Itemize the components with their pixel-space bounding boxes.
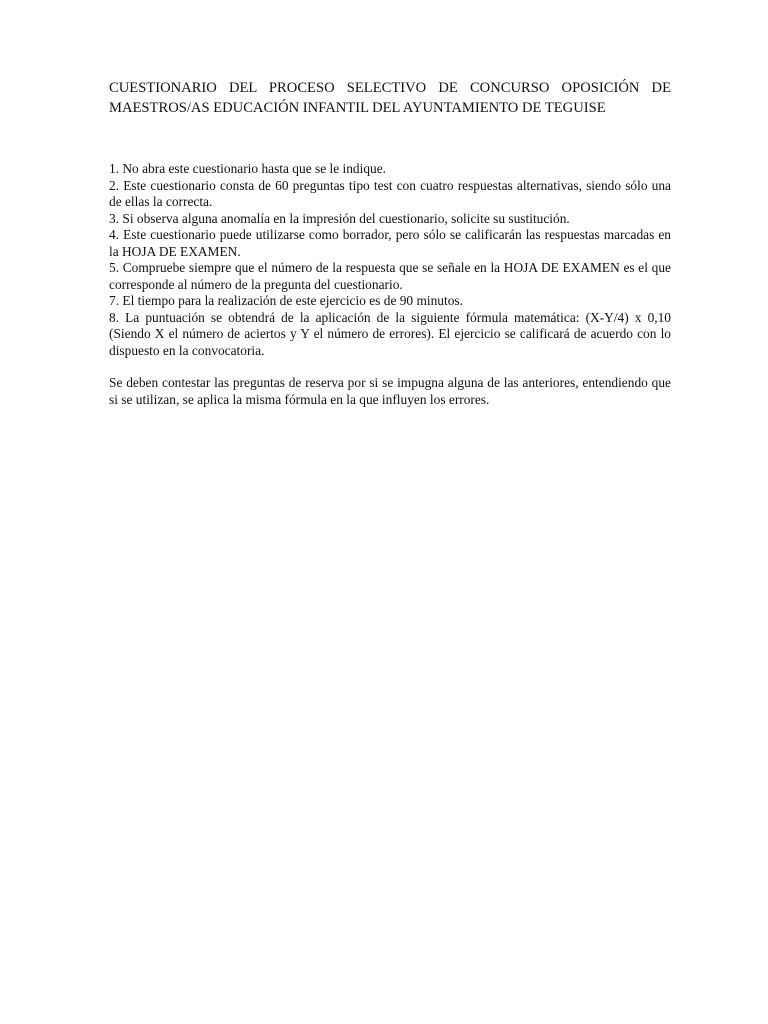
- document-page: [109, 78, 671, 421]
- instruction-item: 7. El tiempo para la realización de este ejercicio es de 90 minutos.: [109, 293, 463, 308]
- reserve-questions-note: Se deben contestar las preguntas de reserva por si se impugna alguna de las anteriores, entendiendo que si se utilizan, se aplica la misma fórmula en la que influyen los errores.: [109, 375, 671, 407]
- instruction-item: 2. Este cuestionario consta de 60 preguntas tipo test con cuatro respuestas alternativas, siendo sólo una de ellas la correcta.: [109, 177, 671, 209]
- instruction-item: 1. No abra este cuestionario hasta que se le indique.: [109, 161, 387, 176]
- instruction-item: 8. La puntuación se obtendrá de la aplicación de la siguiente fórmula matemática: (X-Y/4) x 0,10 (Siendo X el número de aciertos y Y el número de errores). El ejercicio se calificará de acuerdo con lo dispuesto en la convocatoria.: [109, 309, 671, 358]
- instruction-item: 5. Compruebe siempre que el número de la respuesta que se señale en la HOJA DE EXAMEN es el que corresponde al número de la pregunta del cuestionario.: [109, 260, 671, 292]
- instruction-item: 3. Si observa alguna anomalía en la impresión del cuestionario, solicite su sustitución.: [109, 210, 570, 226]
- instruction-item: 4. Este cuestionario puede utilizarse como borrador, pero sólo se calificarán las respuestas marcadas en la HOJA DE EXAMEN.: [109, 227, 671, 259]
- instruction-list: [109, 161, 671, 359]
- document-title: CUESTIONARIO DEL PROCESO SELECTIVO DE CONCURSO OPOSICIÓN DE MAESTROS/AS EDUCACIÓN INFANTIL DEL AYUNTAMIENTO DE TEGUISE: [109, 80, 671, 116]
